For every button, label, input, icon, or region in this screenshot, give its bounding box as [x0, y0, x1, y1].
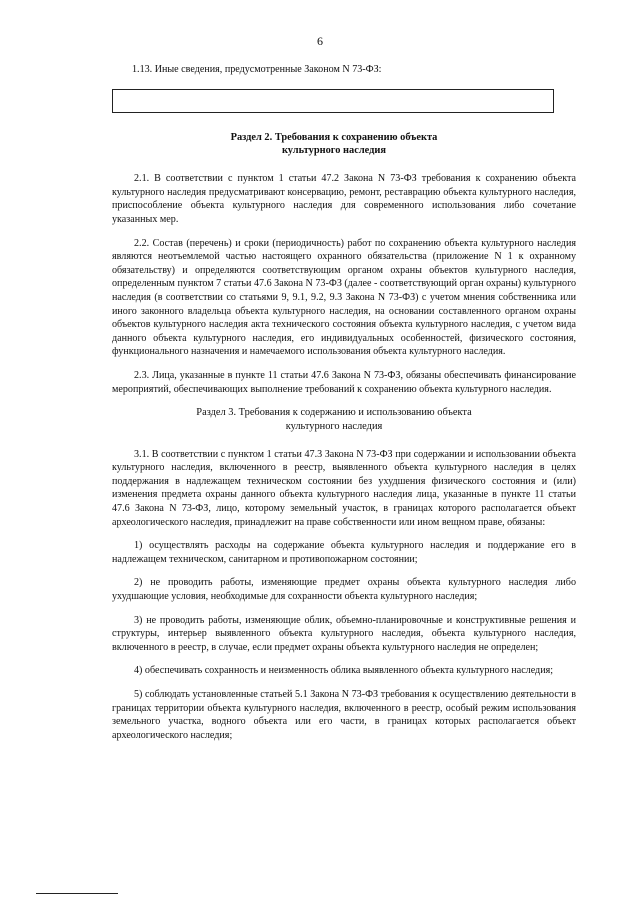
- other-info-box: [112, 89, 554, 113]
- section-2-title-line-1: Раздел 2. Требования к сохранению объекта: [230, 131, 438, 143]
- obligation-item-4: 4) обеспечивать сохранность и неизменность облика выявленного объекта культурного наследия;: [134, 665, 554, 677]
- section-2-title-line-2: культурного наследия: [281, 145, 387, 157]
- item-1-13: 1.13. Иные сведения, предусмотренные Законом N 73-ФЗ:: [132, 64, 382, 75]
- section-3-title-line-1: Раздел 3. Требования к содержанию и использованию объекта: [196, 407, 472, 419]
- paragraph-2-3: 2.3. Лица, указанные в пункте 11 статьи 47.6 Закона N 73-ФЗ, обязаны обеспечивать финансирование мероприятий, обеспечивающих выполнение требований к сохранению объекта культурного наследия.: [112, 369, 576, 395]
- section-2-heading: [112, 131, 576, 159]
- section-3-title-line-2: культурного наследия: [285, 420, 383, 432]
- paragraph-2-1: 2.1. В соответствии с пунктом 1 статьи 47.2 Закона N 73-ФЗ требования к сохранению объекта культурного наследия предусматривают консервацию, ремонт, реставрацию объекта культурного наследия, приспособление объекта культурного наследия для современного использования либо сочетание указанных мер.: [112, 173, 576, 225]
- obligation-item-2: 2) не проводить работы, изменяющие предмет охраны объекта культурного наследия либо ухудшающие условия, необходимые для сохранности объекта культурного наследия;: [112, 577, 576, 603]
- section-3-heading: [112, 406, 576, 434]
- paragraph-3-1: 3.1. В соответствии с пунктом 1 статьи 47.3 Закона N 73-ФЗ при содержании и использовании объекта культурного наследия, включенного в реестр, выявленного объекта культурного наследия в целях поддержания в надлежащем техническом состоянии без ухудшения физического состояния и (или) изменения предмета охраны данного объекта культурного наследия лица, указанные в пункте 11 статьи 47.6 Закона N 73-ФЗ, лицо, которому земельный участок, в границах которого располагается объект археологического наследия, принадлежит на праве собственности или ином вещном праве, обязаны:: [112, 448, 576, 528]
- footnote-separator: [36, 893, 118, 894]
- obligation-item-3: 3) не проводить работы, изменяющие облик, объемно-планировочные и конструктивные решения и структуры, интерьер выявленного объекта культурного наследия, объекта культурного наследия, включенного в реестр, в случае, если предмет охраны объекта культурного наследия не определен;: [112, 614, 576, 653]
- obligation-item-5: 5) соблюдать установленные статьей 5.1 Закона N 73-ФЗ требования к осуществлению деятельности в границах территории объекта культурного наследия, включенного в реестр, особый режим использования земельного участка, водного объекта или его части, в границах которых располагается объект археологического наследия;: [112, 689, 576, 741]
- obligation-item-1: 1) осуществлять расходы на содержание объекта культурного наследия и поддержание его в надлежащем техническом, санитарном и противопожарном состоянии;: [112, 540, 576, 565]
- page-number: 6: [317, 34, 323, 48]
- document-body: [112, 63, 576, 752]
- paragraph-2-2: 2.2. Состав (перечень) и сроки (периодичность) работ по сохранению объекта культурного наследия являются неотъемлемой частью настоящего охранного обязательства (приложение N 1 к охранному обязательству) и определяются соответствующим органом охраны объектов культурного наследия, определенным пунктом 7 статьи 47.6 Закона N 73-ФЗ (далее - соответствующий орган охраны) культурного наследия (в соответствии со статьями 9, 9.1, 9.2, 9.3 Закона N 73-ФЗ) с учетом мнения собственника или иного законного владельца объекта культурного наследия, на основании составленного органом охраны объектов культурного наследия акта технического состояния объекта культурного наследия, с учетом вида данного объекта культурного наследия, его индивидуальных особенностей, физического состояния, функционального назначения и намечаемого использования объекта культурного наследия.: [112, 237, 576, 358]
